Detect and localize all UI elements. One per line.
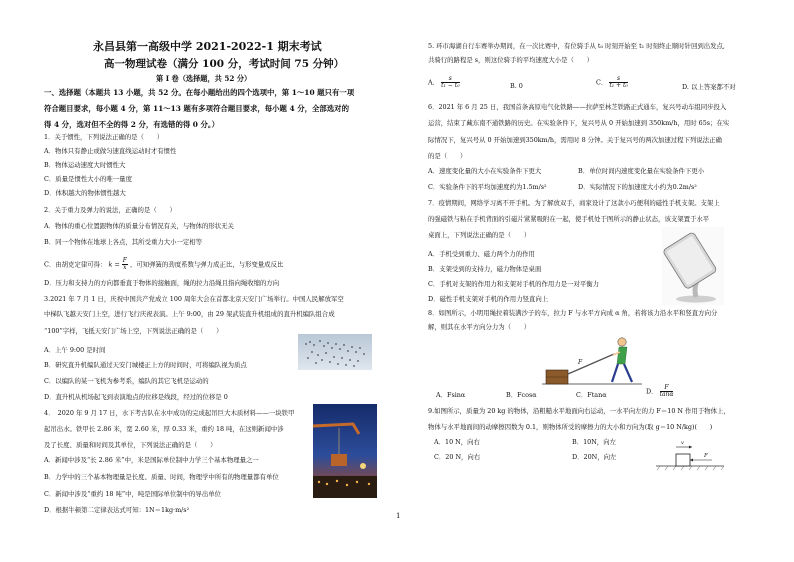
section1-line: 一、选择题（本题共 13 小题，共 52 分。在每小题给出的四个选项中，第 1～10 题只有一项	[44, 88, 355, 97]
q3-line: “100”字样，飞抵天安门广场上空，下列说法正确的是（ ）	[44, 327, 223, 335]
q4-option: B．力学中的三个基本物理量是长度、质量、时间，物理学中所有的物理量都有单位	[44, 473, 279, 481]
q1-option: D．体积越大的物体惯性越大	[44, 189, 126, 197]
q4-line: 起吊出水。铁甲长 2.86 米，宽 2.60 米，厚 0.33 米，重约 18 吨，在这则新闻中涉	[44, 425, 284, 433]
q4-line: 4． 2020 年 9 月 17 日，水下考古队在水中成功的完成起吊巨大木质材料——一块铁甲	[44, 409, 295, 417]
q5-c-fraction	[609, 76, 627, 89]
q2-option-c-post: ，可知弹簧的劲度系数与弹力成正比，与形变量成反比	[129, 260, 284, 269]
force-label: F	[578, 359, 583, 366]
q4-option: A．新闻中涉及“长 2.86 米”中，米是国际单位制中力学三个基本物理量之一	[44, 456, 259, 464]
q4-option: C．新闻中涉及“重约 18 吨”中，吨是国际单位制中的导出单位	[44, 490, 221, 498]
q9-option: D．20N，向左	[572, 453, 617, 461]
q2-formula-k: k =	[108, 260, 120, 269]
fraction-denominator: x	[123, 264, 127, 271]
q8-d-fraction	[660, 385, 674, 398]
q2-stem: 2．关于重力及弹力的说法，正确的是（ ）	[44, 206, 176, 214]
q7-line: 的强磁铁与粘在手机背面的引磁片紧紧吸附在一起，使手机处于图所示的静止状态，该支架置于水平	[428, 215, 710, 223]
q9-line: 9.如图所示，质量为 20 kg 的物体，沿粗糙水平地面向右运动，一水平向左的力 F＝10 N 作用于物体上，	[428, 407, 730, 415]
q7-line: 7．疫情期间，网络学习离不开手机。为了解放双手，商家设计了这款小巧便利的磁性手机支架。支架上	[428, 199, 720, 207]
fraction-numerator: F	[660, 385, 674, 392]
q8-option: C．Ftanα	[576, 391, 607, 399]
q5-option-d: D. 以上答案都不对	[682, 83, 736, 91]
q5-line: 共骑行的路程是 s，则这位骑手的平均速度大小是（ ）	[428, 56, 594, 64]
fraction-denominator: t₁ − t₀	[441, 82, 460, 89]
q1-option: B．物体运动速度大时惯性大	[44, 161, 126, 169]
q9-option: A．10 N，向右	[434, 438, 480, 446]
q2-option-c-pre: C．由胡克定律可得：	[44, 260, 107, 269]
q3-line: 3.2021 年 7 月 1 日，庆祝中国共产党成立 100 周年大会在首都北京天安门广场举行。中国人民解放军空	[44, 295, 344, 303]
q5-a-fraction	[441, 76, 459, 89]
q7-line: 桌面上，下列说法正确的是（ ）	[428, 231, 531, 239]
q3-line: 中梯队飞越天安门上空，进行飞行庆祝表演。上午 9:00，由 29 架武装直升机组成的直升机编队组合成	[44, 310, 335, 318]
fraction-numerator: s	[609, 76, 627, 83]
q5-option-a	[428, 76, 460, 89]
section1-line: 得 4 分，选对但不全的得 2 分，有选错的得 0 分。）	[44, 120, 219, 129]
q5-option-c	[596, 76, 628, 89]
exam-title: 永昌县第一高级中学 2021-2022-1 期末考试	[93, 40, 322, 53]
q2-option: D．压力和支持力的方向都垂直于物体的接触面，绳的拉力沿绳且指向绳收缩的方向	[44, 279, 280, 287]
option-label: A．	[428, 78, 440, 87]
phone-holder-figure	[662, 227, 724, 305]
q6-line: 6．2021 年 6 月 25 日，我国首条高原电气化铁路——拉萨至林芝铁路正式通车，复兴号动车组同步投入	[428, 103, 727, 111]
force-label: F	[704, 453, 708, 459]
q6-line: 运营，结束了藏东南不通铁路的历史。在实验条件下，复兴号从 0 开始加速到 350km/h，用时 65s；在实	[428, 119, 730, 127]
relic-lifting-photo	[313, 404, 377, 498]
page-number: 1	[396, 512, 401, 520]
q3-option: A．上午 9:00 是时间	[44, 346, 106, 354]
q8-option: B．Fcosα	[506, 391, 537, 399]
fraction-numerator: F	[122, 257, 127, 264]
q1-option: C．质量是惯性大小的唯一量度	[44, 175, 132, 183]
volume-heading: 第 I 卷（选择题，共 52 分）	[156, 74, 252, 83]
option-label: C．	[596, 78, 608, 87]
q9-option: B．10N，向左	[572, 438, 616, 446]
q6-line: 的是（ ）	[428, 152, 467, 160]
q1-stem: 1．关于惯性，下列说法正确的是（ ）	[44, 133, 164, 141]
q6-option: D．实际情况下的加速度大小约为0.2m/s²	[578, 183, 697, 191]
boy-pulling-cart-figure	[542, 332, 642, 386]
q5-line: 5. 环市海湖自行车赛举办期间，在一次比赛中，有位骑手从 t₀ 时刻开始至 t₁ 时刻终止顺时针回到出发点,	[428, 42, 725, 50]
q6-option: C．实验条件下的平均加速度约为1.5m/s²	[428, 183, 547, 191]
q9-option: C．20 N，向右	[434, 453, 481, 461]
q8-option: A．Fsinα	[436, 391, 466, 399]
q3-option: D．直升机从机场起飞到表演地点的位移是线段，经过的位移是 0	[44, 393, 228, 401]
q7-option: B．支架受到的支持力，磁力物体是桌面	[428, 265, 542, 273]
q2-option: B．同一个物体在地球上各点，其所受重力大小一定相等	[44, 238, 203, 246]
fraction-denominator: t₁ + t₀	[609, 82, 628, 89]
q7-option: A．手机受到重力、磁力两个力的作用	[428, 250, 535, 258]
helicopter-formation-photo	[298, 334, 372, 370]
fraction-denominator: tanα	[659, 391, 674, 398]
q4-option: D．根据牛顿第二定律表达式可知：1N＝1kg·m/s²	[44, 506, 190, 514]
q6-option: B．单位时间内速度变化量在实验条件下更小	[578, 167, 705, 175]
option-label: D．	[646, 387, 658, 396]
q8-option-d	[646, 385, 673, 398]
velocity-label: v	[681, 440, 684, 446]
fraction-numerator: s	[441, 76, 459, 83]
exam-subtitle: 高一物理试卷（满分 100 分，考试时间 75 分钟）	[104, 58, 345, 70]
q2-option-c	[44, 258, 283, 271]
q7-option: C．手机对支架的作用力和支架对手机的作用力是一对平衡力	[428, 280, 600, 288]
q1-option: A．物体只有静止或做匀速直线运动时才有惯性	[44, 147, 177, 155]
q5-option-b: B. 0	[510, 82, 523, 90]
q9-line: 物体与水平地面间的动摩擦因数为 0.1，则物体所受的摩擦力的大小和方向为(取 g＝10 N/kg)( )	[428, 423, 713, 431]
q3-option: C．以编队的某一飞机为参考系，编队的其它飞机是运动的	[44, 377, 209, 385]
block-on-ground-figure	[652, 436, 728, 472]
q2-option: A．物体的重心位置跟物体的质量分布情况有关，与物体的形状无关	[44, 222, 234, 230]
q2-formula-fraction	[122, 258, 128, 271]
q6-option: A．速度变化量的大小在实验条件下更大	[428, 167, 542, 175]
q3-option: B．研究直升机编队通过天安门城楼正上方的时间时，可将编队视为质点	[44, 361, 247, 369]
q8-line: 解，则其在水平方向分力为（ ）	[428, 323, 531, 331]
q8-line: 8．如图所示，小明用绳拉着装满沙子的车，拉力 F 与水平方向成 α 角，若将该力沿水平和竖直方向分	[428, 309, 718, 317]
section1-line: 符合题目要求，每小题 4 分，第 11～13 题有多项符合题目要求，每小题 4 分，全部选对的	[44, 104, 349, 113]
q6-line: 际情况下，复兴号从 0 开始加速到350km/h，需用时 8 分钟。关于复兴号的两次加速过程下列说法正确	[428, 136, 722, 144]
q7-option: D．磁性手机支架对手机的作用力竖直向上	[428, 295, 549, 303]
q4-line: 及了长度、质量和时间及其单位，下列说法正确的是（ ）	[44, 441, 217, 449]
